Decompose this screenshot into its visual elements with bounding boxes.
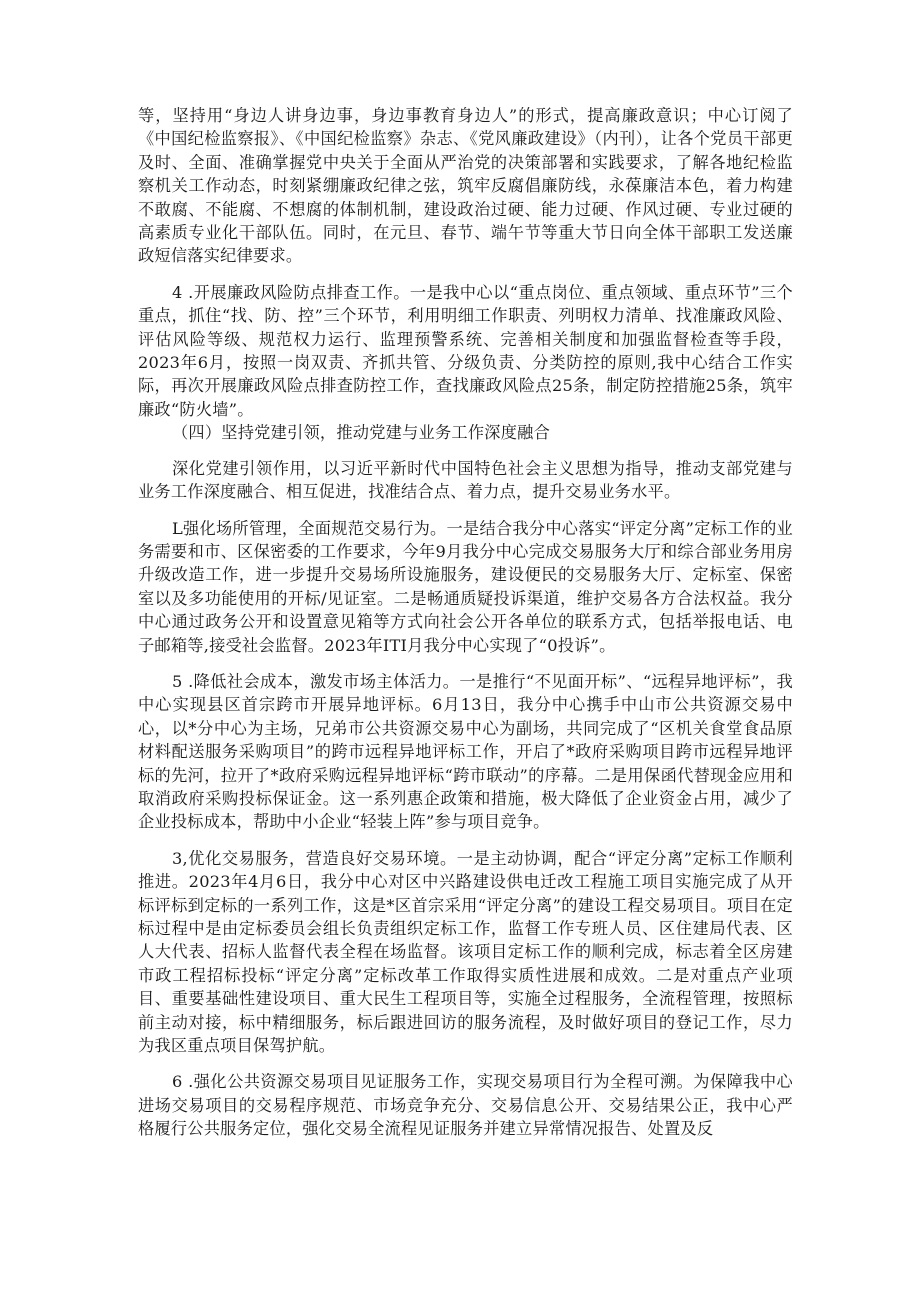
document-page bbox=[138, 104, 793, 1141]
paragraph-item-6-witness-service: 6 .强化公共资源交易项目见证服务工作，实现交易项目行为全程可溯。为保障我中心进场交易项目的交易程序规范、市场竞争充分、交易信息公开、交易结果公正，我中心严格履行公共服务定位，强化交易全流程见证服务并建立异常情况报告、处置及反 bbox=[138, 1072, 793, 1139]
section-heading-4: （四）坚持党建引领，推动党建与业务工作深度融合 bbox=[172, 423, 551, 443]
paragraph-party-building-intro: 深化党建引领作用，以习近平新时代中国特色社会主义思想为指导，推动支部党建与业务工作深度融合、相互促进，找准结合点、着力点，提升交易业务水平。 bbox=[138, 458, 793, 502]
paragraph-item-1-venue-management: L强化场所管理，全面规范交易行为。一是结合我分中心落实“评定分离”定标工作的业务需要和市、区保密委的工作要求，今年9月我分中心完成交易服务大厅和综合部业务用房升级改造工作，进一步提升交易场所设施服务，建设便民的交易服务大厅、定标室、保密室以及多功能使用的开标/见证室。二是畅通质疑投诉渠道，维护交易各方合法权益。我分中心通过政务公开和设置意见箱等方式向社会公开各单位的联系方式，包括举报电话、电子邮箱等,接受社会监督。2023年ITI月我分中心实现了“0投诉”。 bbox=[138, 518, 793, 655]
paragraph-continuation: 等，坚持用“身边人讲身边事，身边事教育身边人”的形式，提高廉政意识；中心订阅了《中国纪检监察报》、《中国纪检监察》杂志、《党风廉政建设》（内刊），让各个党员干部更及时、全面、准确掌握党中央关于全面从严治党的决策部署和实践要求，了解各地纪检监察机关工作动态，时刻紧绷廉政纪律之弦，筑牢反腐倡廉防线，永葆廉洁本色，着力构建不敢腐、不能腐、不想腐的体制机制，建设政治过硬、能力过硬、作风过硬、专业过硬的高素质专业化干部队伍。同时，在元旦、春节、端午节等重大节日向全体干部职工发送廉政短信落实纪律要求。 bbox=[138, 106, 793, 266]
paragraph-item-5-reduce-costs: 5 .降低社会成本，激发市场主体活力。一是推行“不见面开标”、“远程异地评标”，我中心实现县区首宗跨市开展异地评标。6月13日，我分中心携手中山市公共资源交易中心，以*分中心为主场，兄弟市公共资源交易中心为副场，共同完成了“区机关食堂食品原材料配送服务采购项目”的跨市远程异地评标工作，开启了*政府采购项目跨市远程异地评标的先河，拉开了*政府采购远程异地评标“跨市联动”的序幕。二是用保函代替现金应用和取消政府采购投标保证金。这一系列惠企政策和措施，极大降低了企业资金占用，减少了企业投标成本，帮助中小企业“轻装上阵”参与项目竞争。 bbox=[138, 671, 793, 832]
paragraph-item-3-optimize-service: 3,优化交易服务，营造良好交易环境。一是主动协调，配合“评定分离”定标工作顺利推进。2023年4月6日，我分中心对区中兴路建设供电迁改工程施工项目实施完成了从开标评标到定标的一系列工作，这是*区首宗采用“评定分离”的建设工程交易项目。项目在定标过程中是由定标委员会组长负责组织定标工作，监督工作专班人员、区住建局代表、区人大代表、招标人监督代表全程在场监督。该项目定标工作的顺利完成，标志着全区房建市政工程招标投标“评定分离”定标改革工作取得实质性进展和成效。二是对重点产业项目、重要基础性建设项目、重大民生工程项目等，实施全过程服务，全流程管理，按照标前主动对接，标中精细服务，标后跟进回访的服务流程，及时做好项目的登记工作，尽力为我区重点项目保驾护航。 bbox=[138, 848, 793, 1056]
paragraph-item-4-risk-check: 4 .开展廉政风险防点排查工作。一是我中心以“重点岗位、重点领域、重点环节”三个重点，抓住“找、防、控”三个环节，利用明细工作职责、列明权力清单、找准廉政风险、评估风险等级、规范权力运行、监理预警系统、完善相关制度和加强监督检查等手段，2023年6月，按照一岗双责、齐抓共管、分级负责、分类防控的原则,我中心结合工作实际，再次开展廉政风险点排查防控工作，查找廉政风险点25条，制定防控措施25条，筑牢廉政“防火墙”。 bbox=[138, 282, 793, 419]
